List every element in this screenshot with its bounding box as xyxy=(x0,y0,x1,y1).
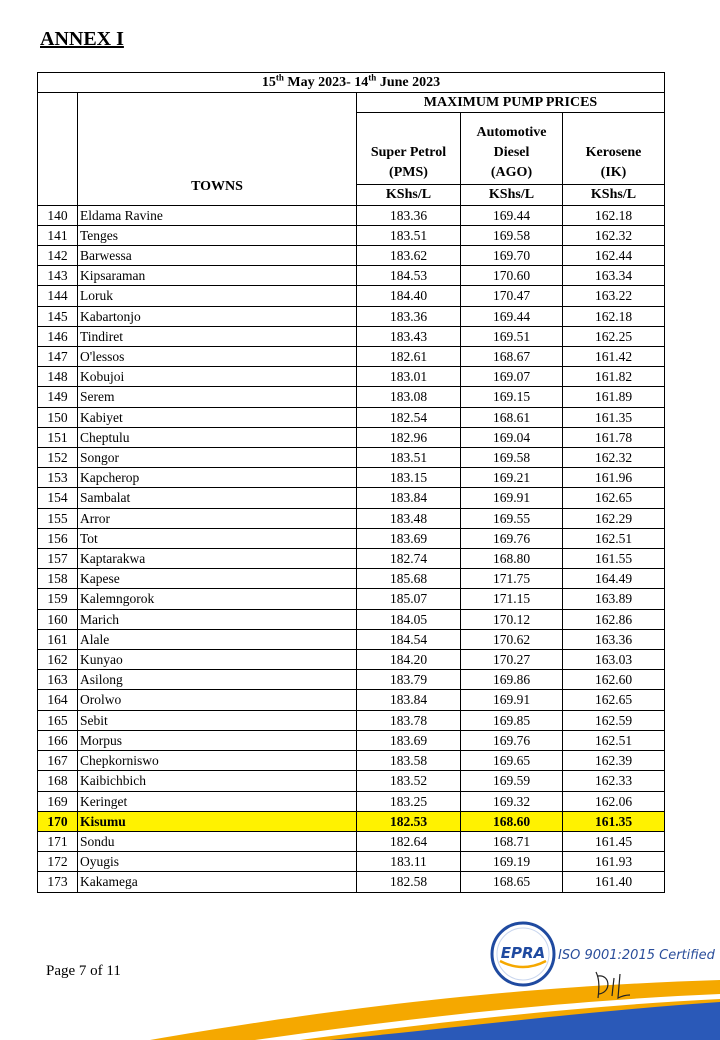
ago-price: 169.91 xyxy=(461,690,563,710)
row-number: 159 xyxy=(38,589,78,609)
row-number: 166 xyxy=(38,730,78,750)
pms-price: 182.64 xyxy=(357,831,461,851)
row-number: 140 xyxy=(38,205,78,225)
table-row xyxy=(38,730,665,750)
ago-price: 168.67 xyxy=(461,347,563,367)
row-number: 173 xyxy=(38,872,78,892)
row-number: 163 xyxy=(38,670,78,690)
table-row xyxy=(38,347,665,367)
pms-price: 183.52 xyxy=(357,771,461,791)
town-name: Morpus xyxy=(78,730,357,750)
towns-header: TOWNS xyxy=(78,93,357,205)
town-name: Kaptarakwa xyxy=(78,549,357,569)
pms-price: 182.54 xyxy=(357,407,461,427)
pms-price: 183.84 xyxy=(357,690,461,710)
ago-price: 170.12 xyxy=(461,609,563,629)
epra-logo-text: EPRA xyxy=(500,944,546,962)
ago-price: 169.58 xyxy=(461,225,563,245)
table-row xyxy=(38,326,665,346)
row-number: 164 xyxy=(38,690,78,710)
table-row xyxy=(38,427,665,447)
pms-price: 184.20 xyxy=(357,650,461,670)
town-name: Oyugis xyxy=(78,852,357,872)
price-rows xyxy=(38,205,665,892)
ago-price: 169.51 xyxy=(461,326,563,346)
table-row xyxy=(38,306,665,326)
row-number: 149 xyxy=(38,387,78,407)
ik-price: 162.29 xyxy=(563,508,665,528)
ago-price: 169.86 xyxy=(461,670,563,690)
row-number: 157 xyxy=(38,549,78,569)
town-name: Kunyao xyxy=(78,650,357,670)
town-name: Kabiyet xyxy=(78,407,357,427)
epra-logo xyxy=(490,921,556,987)
ago-price: 170.60 xyxy=(461,266,563,286)
page-number: Page 7 of 11 xyxy=(46,963,121,979)
table-row xyxy=(38,852,665,872)
ik-price: 162.18 xyxy=(563,306,665,326)
pms-price: 183.51 xyxy=(357,225,461,245)
ik-price: 162.65 xyxy=(563,488,665,508)
row-number: 153 xyxy=(38,468,78,488)
pms-price: 183.25 xyxy=(357,791,461,811)
ago-price: 169.44 xyxy=(461,306,563,326)
town-name: Kipsaraman xyxy=(78,266,357,286)
table-row xyxy=(38,609,665,629)
pms-price: 183.62 xyxy=(357,246,461,266)
ik-price: 162.60 xyxy=(563,670,665,690)
ik-header: Kerosene (IK) xyxy=(563,113,665,185)
town-name: Keringet xyxy=(78,791,357,811)
town-name: Kisumu xyxy=(78,811,357,831)
town-name: Marich xyxy=(78,609,357,629)
town-name: Barwessa xyxy=(78,246,357,266)
ik-price: 161.42 xyxy=(563,347,665,367)
pms-price: 183.08 xyxy=(357,387,461,407)
ik-price: 161.55 xyxy=(563,549,665,569)
pms-price: 183.15 xyxy=(357,468,461,488)
pms-price: 182.61 xyxy=(357,347,461,367)
town-name: Kaibichbich xyxy=(78,771,357,791)
ago-price: 171.15 xyxy=(461,589,563,609)
pms-price: 182.53 xyxy=(357,811,461,831)
ago-price: 169.19 xyxy=(461,852,563,872)
town-name: Eldama Ravine xyxy=(78,205,357,225)
town-name: Kobujoi xyxy=(78,367,357,387)
table-row xyxy=(38,670,665,690)
pms-price: 183.36 xyxy=(357,205,461,225)
ago-price: 170.47 xyxy=(461,286,563,306)
pms-price: 183.58 xyxy=(357,751,461,771)
ik-price: 161.35 xyxy=(563,407,665,427)
table-row xyxy=(38,387,665,407)
ik-price: 162.86 xyxy=(563,609,665,629)
ago-price: 169.65 xyxy=(461,751,563,771)
ik-price: 162.32 xyxy=(563,225,665,245)
ago-unit: KShs/L xyxy=(461,185,563,205)
town-name: O'lessos xyxy=(78,347,357,367)
ik-price: 162.59 xyxy=(563,710,665,730)
ik-price: 162.25 xyxy=(563,326,665,346)
ago-price: 169.44 xyxy=(461,205,563,225)
row-number: 143 xyxy=(38,266,78,286)
row-number: 141 xyxy=(38,225,78,245)
table-row xyxy=(38,286,665,306)
pms-unit: KShs/L xyxy=(357,185,461,205)
table-row xyxy=(38,205,665,225)
table-row xyxy=(38,831,665,851)
pms-price: 184.40 xyxy=(357,286,461,306)
row-number: 150 xyxy=(38,407,78,427)
row-number: 154 xyxy=(38,488,78,508)
row-number: 144 xyxy=(38,286,78,306)
town-name: Chepkorniswo xyxy=(78,751,357,771)
row-number: 145 xyxy=(38,306,78,326)
ago-price: 168.71 xyxy=(461,831,563,851)
ik-price: 162.51 xyxy=(563,528,665,548)
pms-price: 182.96 xyxy=(357,427,461,447)
table-row xyxy=(38,225,665,245)
number-header-cell xyxy=(38,93,78,205)
ik-price: 163.22 xyxy=(563,286,665,306)
pms-price: 184.53 xyxy=(357,266,461,286)
town-name: Kapcherop xyxy=(78,468,357,488)
ago-price: 169.85 xyxy=(461,710,563,730)
ago-price: 170.27 xyxy=(461,650,563,670)
town-name: Tot xyxy=(78,528,357,548)
row-number: 162 xyxy=(38,650,78,670)
town-name: Sebit xyxy=(78,710,357,730)
town-name: Kabartonjo xyxy=(78,306,357,326)
table-row xyxy=(38,246,665,266)
row-number: 171 xyxy=(38,831,78,851)
pms-price: 185.68 xyxy=(357,569,461,589)
table-row xyxy=(38,448,665,468)
ago-price: 169.76 xyxy=(461,528,563,548)
row-number: 170 xyxy=(38,811,78,831)
row-number: 146 xyxy=(38,326,78,346)
ik-price: 162.06 xyxy=(563,791,665,811)
town-name: Loruk xyxy=(78,286,357,306)
town-name: Arror xyxy=(78,508,357,528)
row-number: 168 xyxy=(38,771,78,791)
ik-price: 162.65 xyxy=(563,690,665,710)
ago-price: 169.15 xyxy=(461,387,563,407)
row-number: 148 xyxy=(38,367,78,387)
row-number: 160 xyxy=(38,609,78,629)
row-number: 156 xyxy=(38,528,78,548)
row-number: 158 xyxy=(38,569,78,589)
ago-price: 169.07 xyxy=(461,367,563,387)
ago-price: 169.70 xyxy=(461,246,563,266)
ik-price: 163.03 xyxy=(563,650,665,670)
ik-price: 163.89 xyxy=(563,589,665,609)
town-name: Kakamega xyxy=(78,872,357,892)
ago-price: 168.80 xyxy=(461,549,563,569)
row-number: 161 xyxy=(38,629,78,649)
pms-price: 183.84 xyxy=(357,488,461,508)
table-row xyxy=(38,569,665,589)
ik-price: 161.93 xyxy=(563,852,665,872)
pms-price: 183.51 xyxy=(357,448,461,468)
row-number: 169 xyxy=(38,791,78,811)
town-name: Tindiret xyxy=(78,326,357,346)
pms-price: 184.54 xyxy=(357,629,461,649)
town-name: Serem xyxy=(78,387,357,407)
table-row xyxy=(38,549,665,569)
ik-price: 162.51 xyxy=(563,730,665,750)
ago-price: 171.75 xyxy=(461,569,563,589)
ago-price: 169.32 xyxy=(461,791,563,811)
pms-price: 185.07 xyxy=(357,589,461,609)
ago-header: Automotive Diesel (AGO) xyxy=(461,113,563,185)
annex-title: ANNEX I xyxy=(40,28,124,50)
row-number: 147 xyxy=(38,347,78,367)
table-row xyxy=(38,508,665,528)
ik-unit: KShs/L xyxy=(563,185,665,205)
ago-price: 169.58 xyxy=(461,448,563,468)
ago-price: 168.61 xyxy=(461,407,563,427)
iso-certification: ISO 9001:2015 Certified xyxy=(558,948,715,963)
pms-price: 182.58 xyxy=(357,872,461,892)
town-name: Kalemngorok xyxy=(78,589,357,609)
table-row xyxy=(38,791,665,811)
town-name: Tenges xyxy=(78,225,357,245)
pms-price: 183.43 xyxy=(357,326,461,346)
row-number: 151 xyxy=(38,427,78,447)
ago-price: 169.59 xyxy=(461,771,563,791)
pms-price: 183.48 xyxy=(357,508,461,528)
row-number: 155 xyxy=(38,508,78,528)
table-row xyxy=(38,589,665,609)
ik-price: 162.18 xyxy=(563,205,665,225)
table-row xyxy=(38,407,665,427)
pms-price: 184.05 xyxy=(357,609,461,629)
table-row xyxy=(38,650,665,670)
pms-price: 183.78 xyxy=(357,710,461,730)
table-row xyxy=(38,528,665,548)
table-row xyxy=(38,367,665,387)
table-row xyxy=(38,690,665,710)
ago-price: 169.91 xyxy=(461,488,563,508)
table-row xyxy=(38,710,665,730)
table-row xyxy=(38,629,665,649)
pump-prices-table xyxy=(37,72,665,893)
table-row xyxy=(38,751,665,771)
row-number: 142 xyxy=(38,246,78,266)
pms-price: 183.36 xyxy=(357,306,461,326)
table-row xyxy=(38,266,665,286)
pms-price: 183.69 xyxy=(357,528,461,548)
ik-price: 163.36 xyxy=(563,629,665,649)
ago-price: 169.76 xyxy=(461,730,563,750)
pms-price: 183.11 xyxy=(357,852,461,872)
town-name: Songor xyxy=(78,448,357,468)
row-number: 165 xyxy=(38,710,78,730)
town-name: Cheptulu xyxy=(78,427,357,447)
ago-price: 169.21 xyxy=(461,468,563,488)
ago-price: 168.60 xyxy=(461,811,563,831)
ik-price: 162.33 xyxy=(563,771,665,791)
table-row-highlighted xyxy=(38,811,665,831)
ik-price: 161.35 xyxy=(563,811,665,831)
town-name: Asilong xyxy=(78,670,357,690)
ik-price: 162.39 xyxy=(563,751,665,771)
ik-price: 162.32 xyxy=(563,448,665,468)
ik-price: 164.49 xyxy=(563,569,665,589)
table-row xyxy=(38,771,665,791)
ik-price: 163.34 xyxy=(563,266,665,286)
max-prices-header: MAXIMUM PUMP PRICES xyxy=(357,93,665,113)
ik-price: 161.96 xyxy=(563,468,665,488)
row-number: 172 xyxy=(38,852,78,872)
ik-price: 161.40 xyxy=(563,872,665,892)
ik-price: 161.78 xyxy=(563,427,665,447)
town-name: Sambalat xyxy=(78,488,357,508)
table-row xyxy=(38,468,665,488)
ik-price: 161.82 xyxy=(563,367,665,387)
ik-price: 162.44 xyxy=(563,246,665,266)
pms-price: 183.79 xyxy=(357,670,461,690)
pms-price: 183.69 xyxy=(357,730,461,750)
row-number: 152 xyxy=(38,448,78,468)
ago-price: 169.04 xyxy=(461,427,563,447)
pms-header: Super Petrol (PMS) xyxy=(357,113,461,185)
ago-price: 170.62 xyxy=(461,629,563,649)
ik-price: 161.45 xyxy=(563,831,665,851)
table-row xyxy=(38,872,665,892)
price-period: 15th May 2023- 14th June 2023 xyxy=(38,73,665,93)
town-name: Kapese xyxy=(78,569,357,589)
pms-price: 182.74 xyxy=(357,549,461,569)
row-number: 167 xyxy=(38,751,78,771)
table-row xyxy=(38,488,665,508)
signature-initials xyxy=(590,968,634,1002)
town-name: Orolwo xyxy=(78,690,357,710)
ago-price: 168.65 xyxy=(461,872,563,892)
town-name: Sondu xyxy=(78,831,357,851)
pms-price: 183.01 xyxy=(357,367,461,387)
town-name: Alale xyxy=(78,629,357,649)
ago-price: 169.55 xyxy=(461,508,563,528)
ik-price: 161.89 xyxy=(563,387,665,407)
